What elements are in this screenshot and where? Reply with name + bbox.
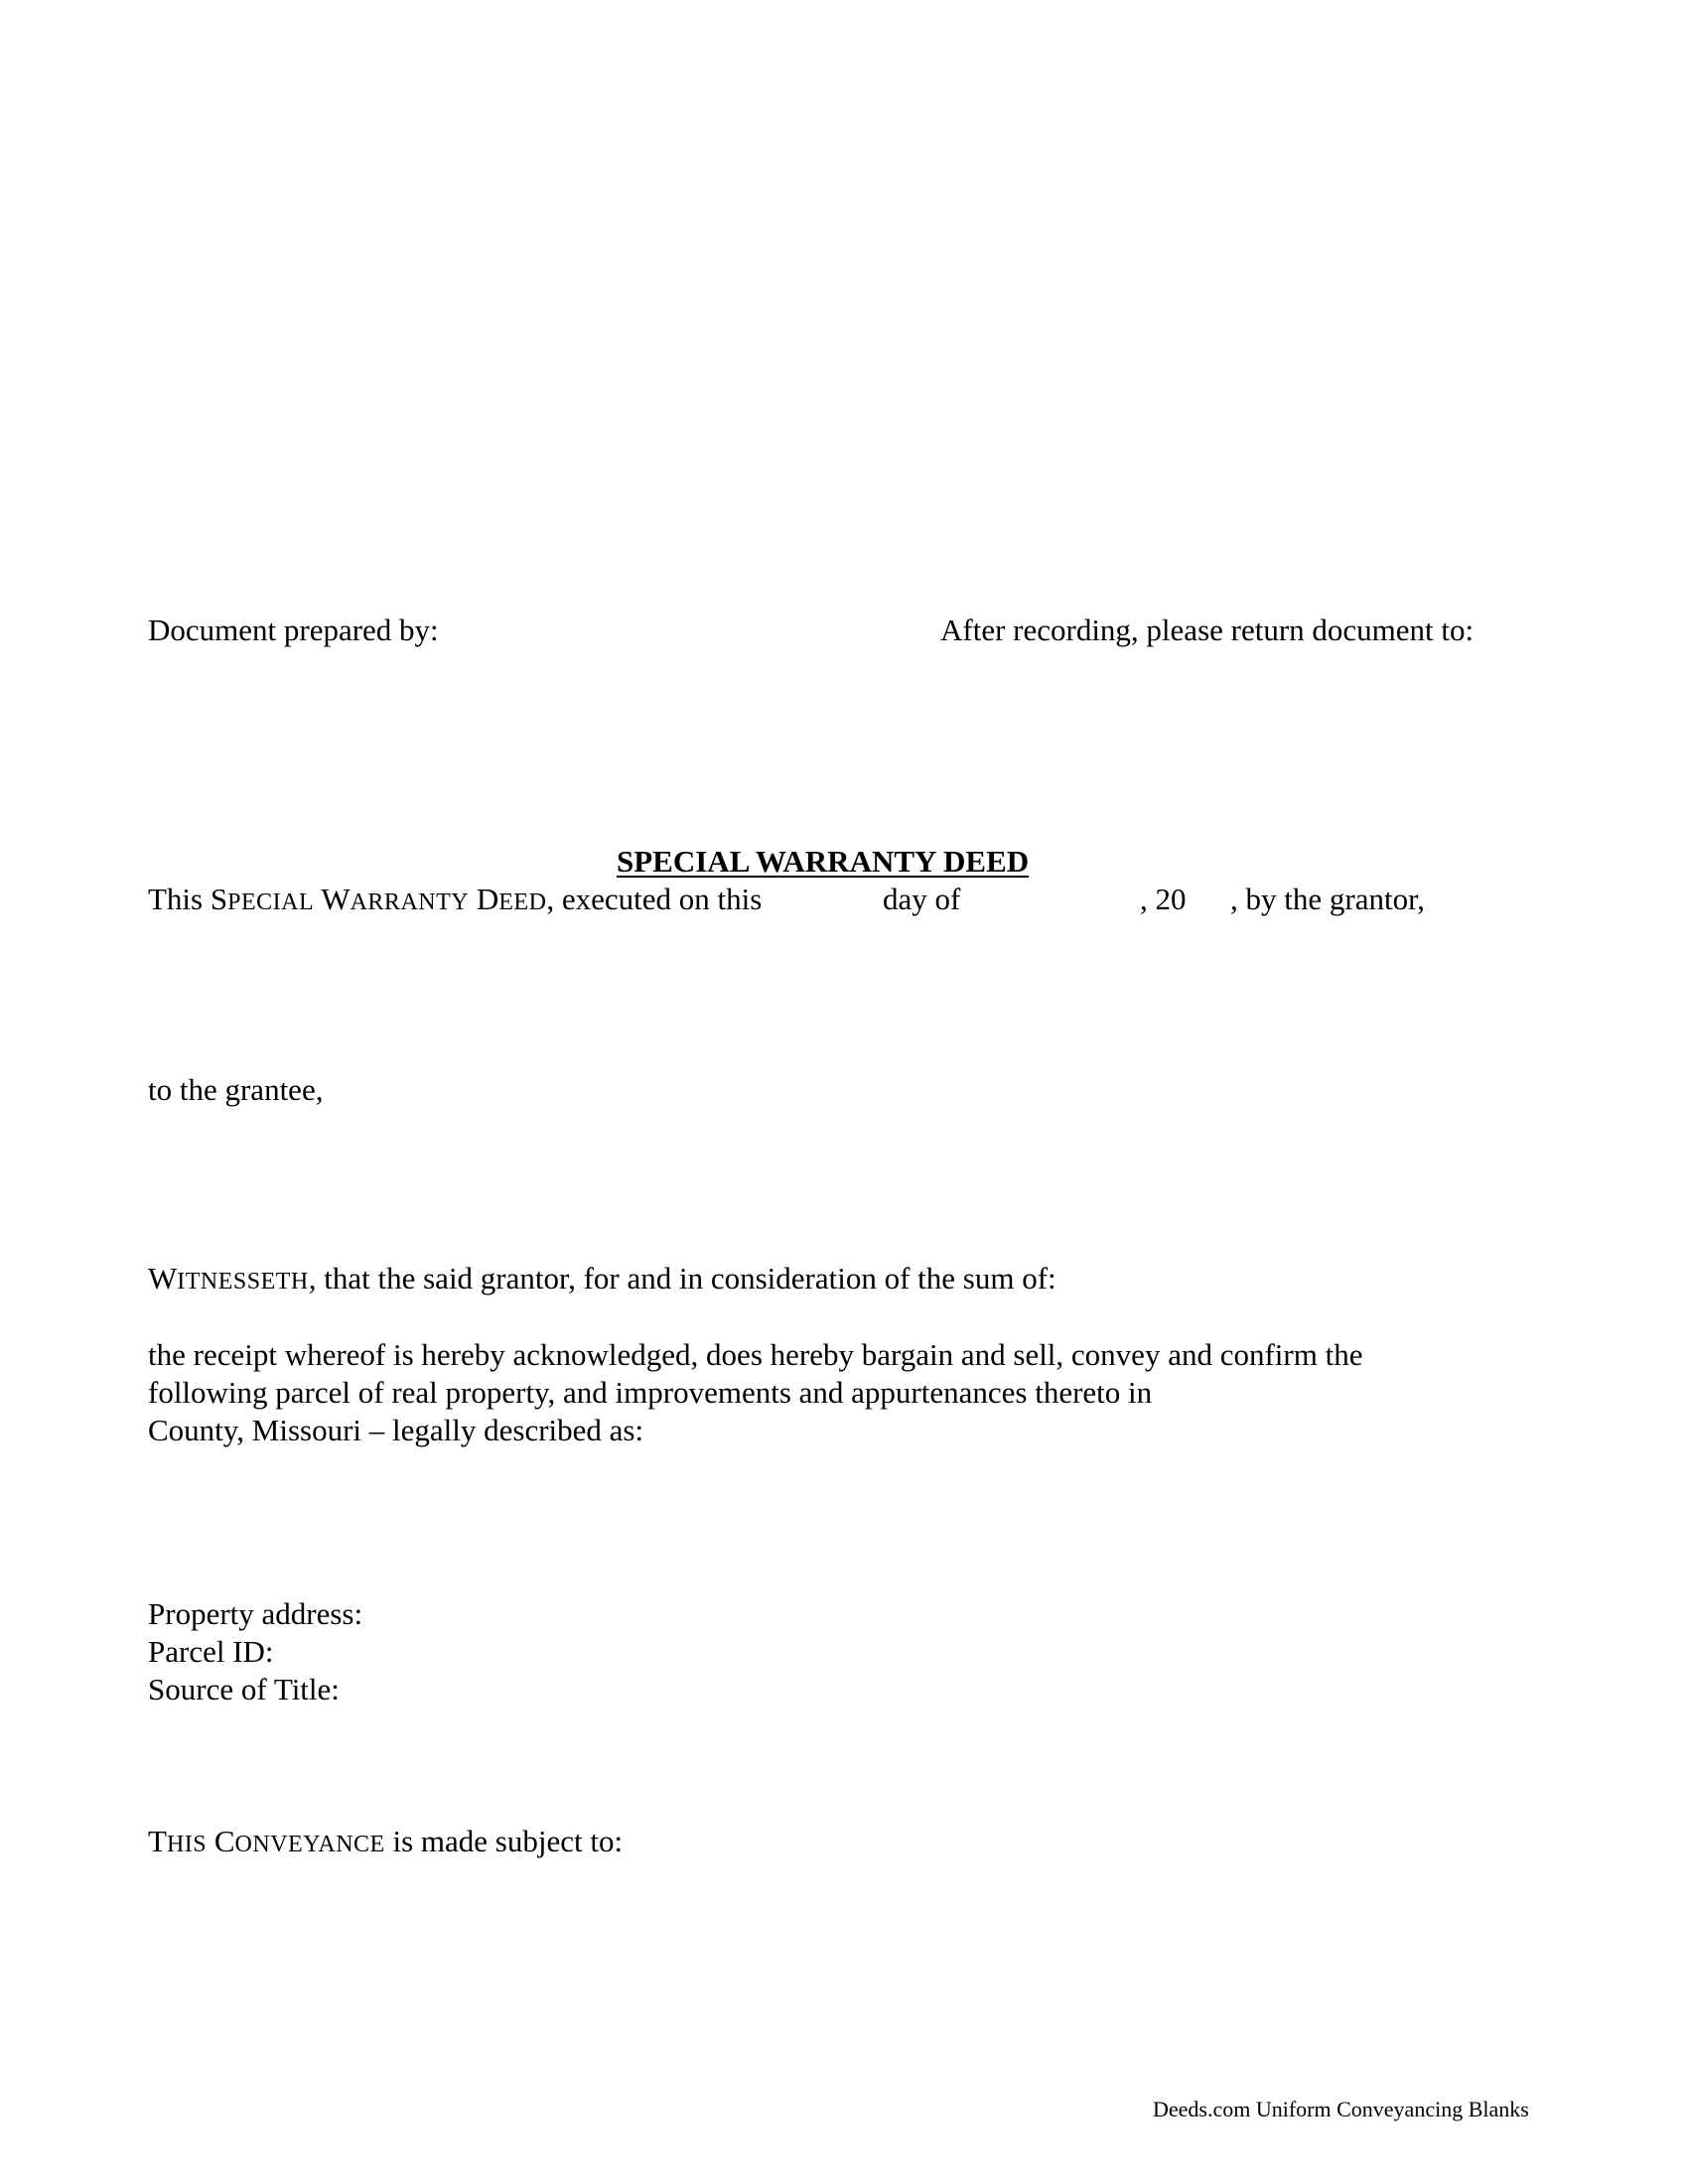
- receipt-line-3: County, Missouri – legally described as:: [148, 1413, 644, 1447]
- footer-credit: Deeds.com Uniform Conveyancing Blanks: [1153, 2097, 1529, 2121]
- property-address-label: Property address:: [148, 1596, 363, 1631]
- intro-executed: , executed on this: [546, 882, 763, 916]
- intro-year: , 20: [1140, 882, 1187, 916]
- prepared-by-label: Document prepared by:: [148, 613, 439, 647]
- deed-name: SPECIAL WARRANTY DEED: [210, 882, 547, 916]
- intro-grantor: , by the grantor,: [1230, 882, 1425, 916]
- grantee-label: to the grantee,: [148, 1072, 324, 1107]
- receipt-line-2: following parcel of real property, and improvements and appurtenances thereto in: [148, 1375, 1153, 1410]
- document-title: SPECIAL WARRANTY DEED: [617, 844, 1030, 879]
- source-of-title-label: Source of Title:: [148, 1672, 340, 1706]
- parcel-id-label: Parcel ID:: [148, 1634, 274, 1669]
- intro-line: [148, 881, 762, 921]
- return-to-label: After recording, please return document to:: [940, 613, 1475, 647]
- witnesseth-line: WITNESSETH, that the said grantor, for and in consideration of the sum of:: [148, 1261, 1056, 1296]
- receipt-line-1: the receipt whereof is hereby acknowledged, does hereby bargain and sell, convey and confirm the: [148, 1337, 1363, 1372]
- conveyance-line: THIS CONVEYANCE is made subject to:: [148, 1824, 624, 1858]
- intro-this: This: [148, 882, 204, 916]
- intro-day-of: day of: [883, 882, 961, 916]
